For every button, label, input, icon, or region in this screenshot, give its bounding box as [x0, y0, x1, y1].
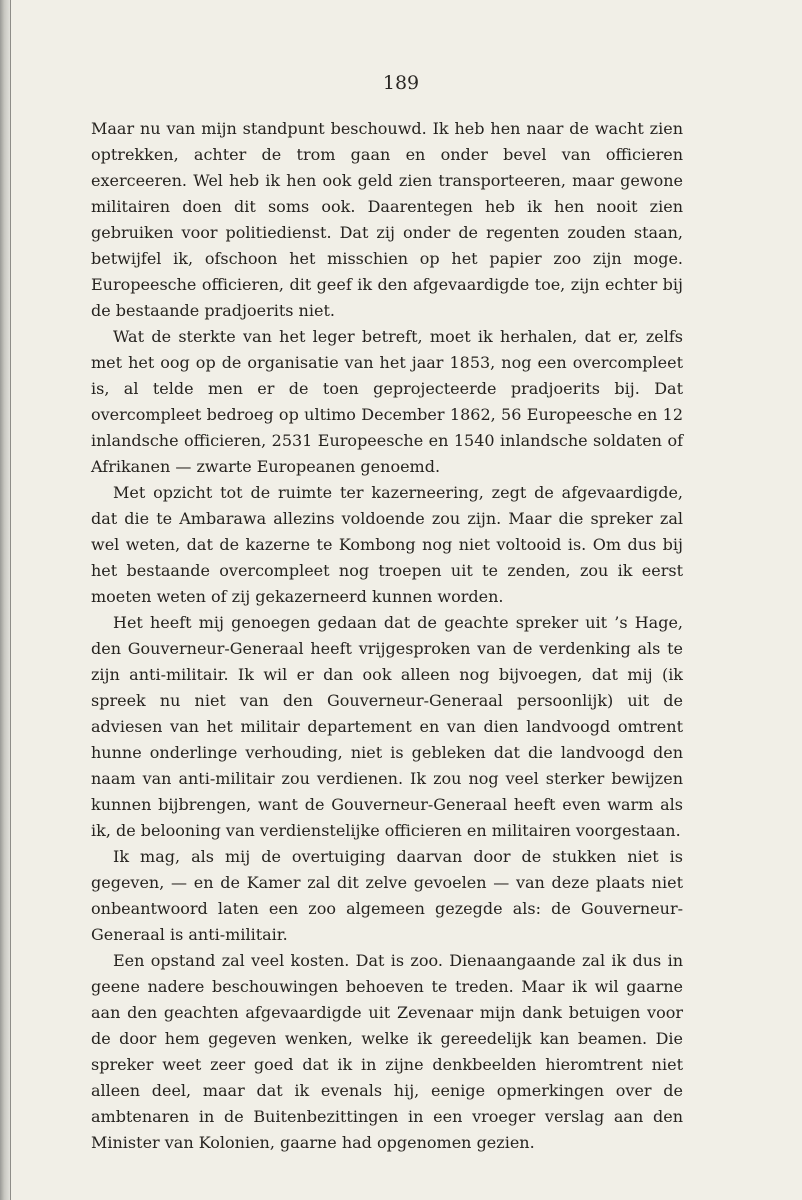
paragraph: Ik mag, als mij de overtuiging daarvan door de stukken niet is gegeven, — en de Kamer zal dit zelve gevoelen — van deze plaats niet onbeantwoord laten een zoo algemeen gezegde als: de Gouverneur-Generaal is anti-militair. [91, 847, 683, 944]
page-number: 189 [382, 72, 420, 94]
paragraph: Maar nu van mijn standpunt beschouwd. Ik heb hen naar de wacht zien optrekken, achter de trom gaan en onder bevel van officieren exerceeren. Wel heb ik hen ook geld zien transporteeren, maar gewone militairen doen dit soms ook. Daarentegen heb ik hen nooit zien gebruiken voor politiedienst. Dat zij onder de regenten zouden staan, betwijfel ik, ofschoon het misschien op het papier zoo zijn moge. Europeesche officieren, dit geef ik den afgevaardigde toe, zijn echter bij de bestaande pradjoerits niet. [91, 119, 683, 320]
paragraph: Wat de sterkte van het leger betreft, moet ik herhalen, dat er, zelfs met het oog op de organisatie van het jaar 1853, nog een overcompleet is, al telde men er de toen geprojecteerde pradjoerits bij. Dat overcompleet bedroeg op ultimo December 1862, 56 Europeesche en 12 inlandsche officieren, 2531 Europeesche en 1540 inlandsche soldaten of Afrikanen — zwarte Europeanen genoemd. [91, 327, 683, 476]
paragraph: Met opzicht tot de ruimte ter kazerneering, zegt de afgevaardigde, dat die te Ambarawa allezins voldoende zou zijn. Maar die spreker zal wel weten, dat de kazerne te Kombong nog niet voltooid is. Om dus bij het bestaande overcompleet nog troepen uit te zenden, zou ik eerst moeten weten of zij gekazerneerd kunnen worden. [91, 483, 683, 606]
book-spine-shadow [0, 0, 10, 1200]
paragraph: Een opstand zal veel kosten. Dat is zoo. Dienaangaande zal ik dus in geene nadere beschouwingen behoeven te treden. Maar ik wil gaarne aan den geachten afgevaardigde uit Zevenaar mijn dank betuigen voor de door hem gegeven wenken, welke ik gereedelijk kan beamen. Die spreker weet zeer goed dat ik in zijne denkbeelden hieromtrent niet alleen deel, maar dat ik evenals hij, eenige opmerkingen over de ambtenaren in de Buitenbezittingen in een vroeger verslag aan den Minister van Kolonien, gaarne had opgenomen gezien. [91, 951, 683, 1152]
page-body-text [91, 116, 683, 1156]
paragraph: Het heeft mij genoegen gedaan dat de geachte spreker uit ’s Hage, den Gouverneur-Generaal heeft vrijgesproken van de verdenking als te zijn anti-militair. Ik wil er dan ook alleen nog bijvoegen, dat mij (ik spreek nu niet van den Gouverneur-Generaal persoonlijk) uit de adviesen van het militair departement en van dien landvoogd omtrent hunne onderlinge verhouding, niet is gebleken dat die landvoogd den naam van anti-militair zou verdienen. Ik zou nog veel sterker bewijzen kunnen bijbrengen, want de Gouverneur-Generaal heeft even warm als ik, de belooning van verdienstelijke officieren en militairen voorgestaan. [91, 613, 683, 840]
